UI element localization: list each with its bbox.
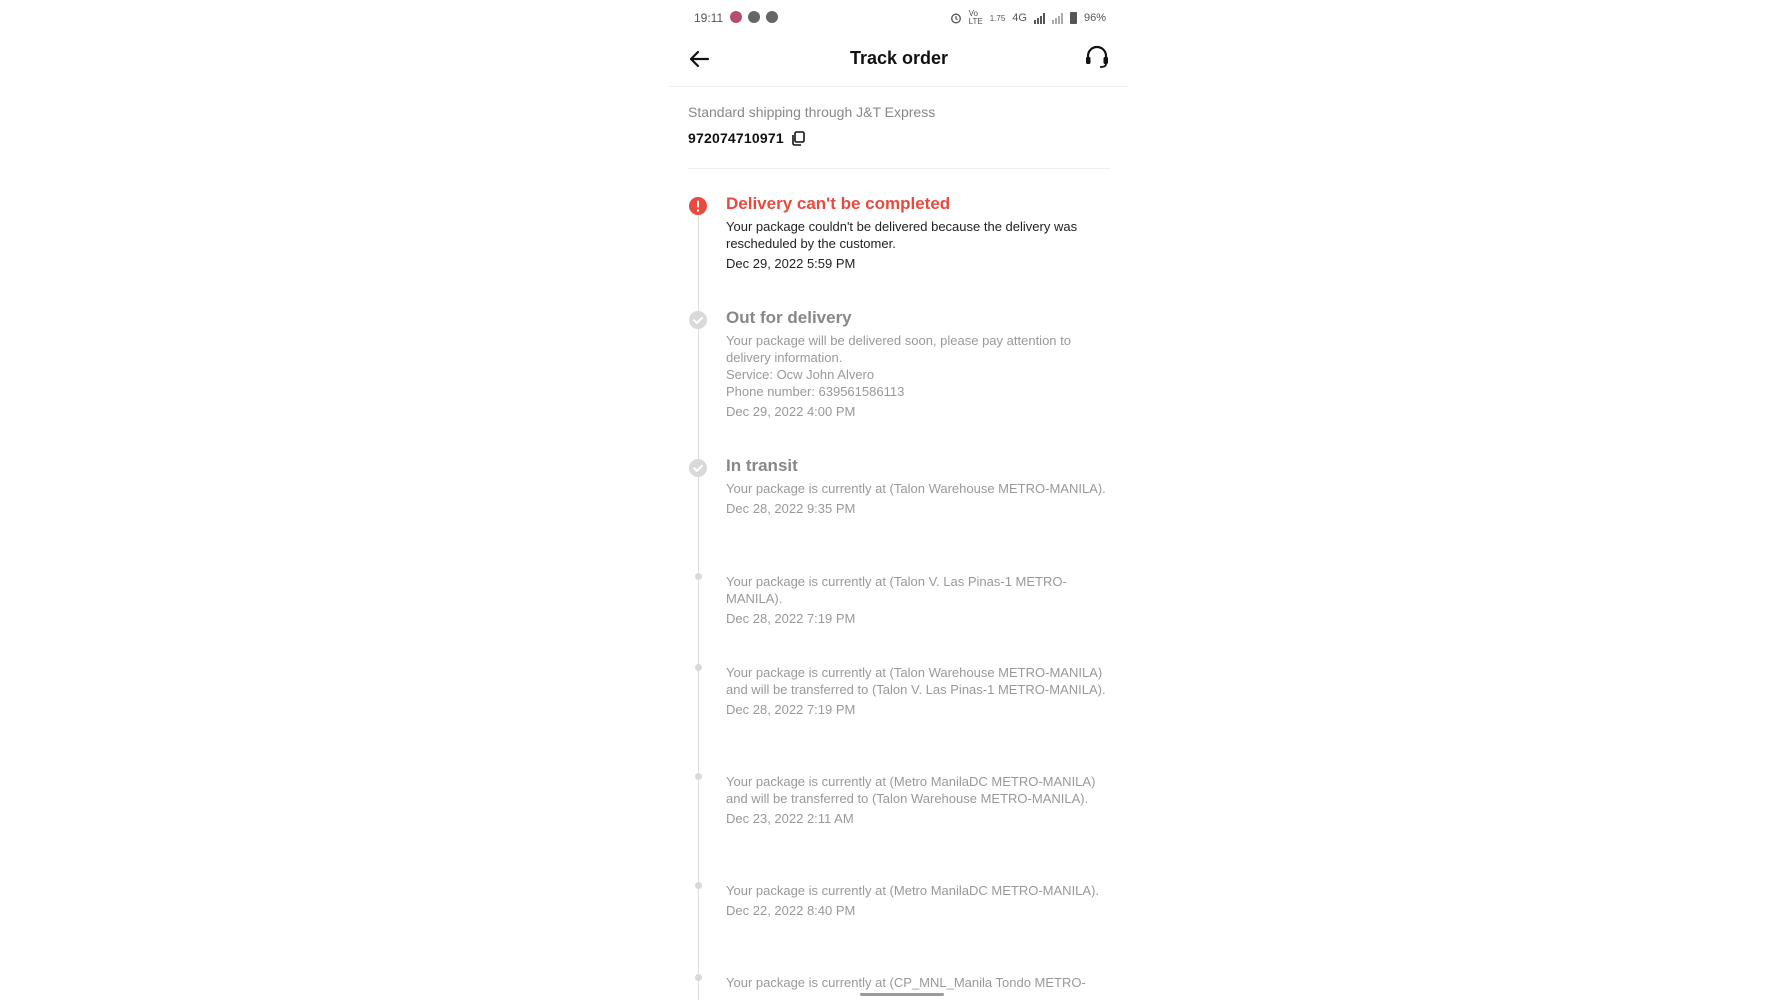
event-description: Your package is currently at (Metro ManilaDC METRO-MANILA) and will be transferred to (Talon Warehouse METRO-MANILA). xyxy=(726,774,1096,806)
tracking-number: 972074710971 xyxy=(688,130,784,146)
event-body xyxy=(726,974,1110,991)
home-indicator[interactable] xyxy=(860,993,944,996)
event-description: Your package is currently at (Talon Warehouse METRO-MANILA). xyxy=(726,481,1106,496)
alert-icon xyxy=(688,196,708,216)
timeline-dot xyxy=(695,882,702,889)
timeline-dot xyxy=(695,664,702,671)
event-body xyxy=(726,664,1110,718)
event-time: Dec 29, 2022 4:00 PM xyxy=(726,404,856,419)
event-service: Service: Ocw John Alvero xyxy=(726,367,875,382)
event-description: Your package couldn't be delivered because the delivery was rescheduled by the customer. xyxy=(726,219,1078,251)
network-speed: 1.75 xyxy=(989,13,1006,23)
event-body xyxy=(726,573,1110,627)
event-description: Your package is currently at (Talon Warehouse METRO-MANILA) and will be transferred to (Talon V. Las Pinas-1 METRO-MANILA). xyxy=(726,665,1106,697)
status-time: 19:11 xyxy=(694,11,724,25)
event-description: Your package is currently at (Talon V. Las Pinas-1 METRO-MANILA). xyxy=(726,574,1067,606)
event-description: Your package is currently at (CP_MNL_Manila Tondo METRO- xyxy=(726,975,1086,990)
event-phone: Phone number: 639561586113 xyxy=(726,384,905,399)
event-status: Out for delivery xyxy=(726,308,852,327)
volte-icon: Vo LTE xyxy=(968,9,983,26)
cloud-icon xyxy=(748,11,760,23)
event-body xyxy=(726,773,1110,827)
timeline-dot xyxy=(695,573,702,580)
alarm-icon xyxy=(950,12,962,24)
divider xyxy=(688,168,1110,169)
tracking-row xyxy=(688,130,1108,146)
headset-icon xyxy=(1082,42,1112,72)
phone-screen xyxy=(670,0,1128,1000)
event-description: Your package is currently at (Metro ManilaDC METRO-MANILA). xyxy=(726,883,1100,898)
event-time: Dec 28, 2022 9:35 PM xyxy=(726,501,856,516)
system-icons xyxy=(950,10,1106,26)
battery-level: 96% xyxy=(1083,12,1106,24)
cloud-icon xyxy=(766,11,778,23)
event-body xyxy=(726,882,1110,919)
avatar-notification-icon xyxy=(730,11,742,23)
network-type: 4G xyxy=(1012,12,1027,24)
shipping-info xyxy=(688,104,1108,146)
event-status: In transit xyxy=(726,456,798,475)
copy-tracking-button[interactable] xyxy=(790,130,806,146)
top-app-bar xyxy=(670,36,1128,87)
shipping-method: Standard shipping through J&T Express xyxy=(688,104,936,120)
status-bar xyxy=(670,0,1128,36)
battery-icon xyxy=(1070,12,1077,24)
event-time: Dec 23, 2022 2:11 AM xyxy=(726,811,854,826)
check-circle-icon xyxy=(688,310,708,330)
event-body xyxy=(726,194,1110,272)
signal-icon xyxy=(1034,13,1045,24)
event-body xyxy=(726,456,1110,517)
event-time: Dec 29, 2022 5:59 PM xyxy=(726,256,856,271)
customer-support-button[interactable] xyxy=(1082,42,1112,72)
check-circle-icon xyxy=(688,458,708,478)
copy-icon xyxy=(790,130,806,146)
event-status: Delivery can't be completed xyxy=(726,194,951,213)
event-time: Dec 28, 2022 7:19 PM xyxy=(726,611,856,626)
page-title: Track order xyxy=(849,48,949,68)
event-time: Dec 22, 2022 8:40 PM xyxy=(726,903,856,918)
signal-icon xyxy=(1052,13,1063,24)
notification-icons xyxy=(730,11,778,23)
timeline-dot xyxy=(695,773,702,780)
timeline-dot xyxy=(695,974,702,981)
event-time: Dec 28, 2022 7:19 PM xyxy=(726,702,856,717)
event-description: Your package will be delivered soon, please pay attention to delivery information. xyxy=(726,333,1071,365)
event-body xyxy=(726,308,1110,420)
